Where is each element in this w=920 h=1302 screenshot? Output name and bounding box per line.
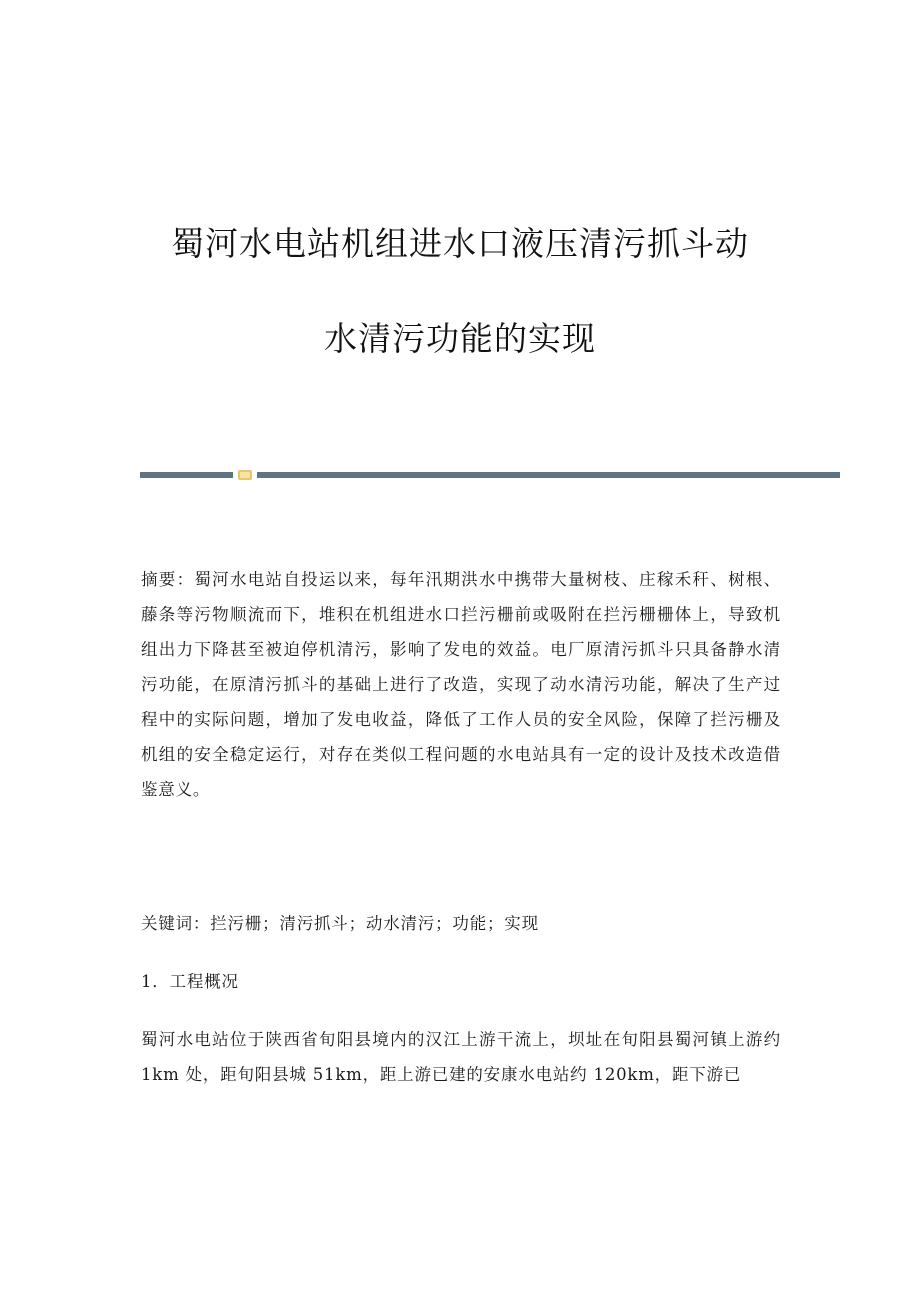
divider-bar-left	[140, 472, 233, 478]
keywords-line: 关键词：拦污栅；清污抓斗；动水清污；功能；实现	[141, 914, 539, 933]
divider-bar-right	[257, 472, 840, 478]
abstract-paragraph: 摘要：蜀河水电站自投运以来，每年汛期洪水中携带大量树枝、庄稼禾秆、树根、藤条等污物顺流而下，堆积在机组进水口拦污栅前或吸附在拦污栅栅体上，导致机组出力下降甚至被迫停机清污，影响了发电的效益。电厂原清污抓斗只具备静水清污功能，在原清污抓斗的基础上进行了改造，实现了动水清污功能，解决了生产过程中的实际问题，增加了发电收益，降低了工作人员的安全风险，保障了拦污栅及机组的安全稳定运行，对存在类似工程问题的水电站具有一定的设计及技术改造借鉴意义。	[141, 570, 781, 799]
section-heading: 1．工程概况	[141, 972, 239, 991]
document-title-line-2: 水清污功能的实现	[324, 319, 596, 358]
envelope-icon	[238, 470, 252, 480]
document-title-line-1: 蜀河水电站机组进水口液压清污抓斗动	[171, 224, 749, 263]
title-divider	[140, 470, 840, 480]
section-paragraph: 蜀河水电站位于陕西省旬阳县境内的汉江上游干流上，坝址在旬阳县蜀河镇上游约 1km 处，距旬阳县城 51km，距上游已建的安康水电站约 120km，距下游已	[141, 1030, 781, 1084]
